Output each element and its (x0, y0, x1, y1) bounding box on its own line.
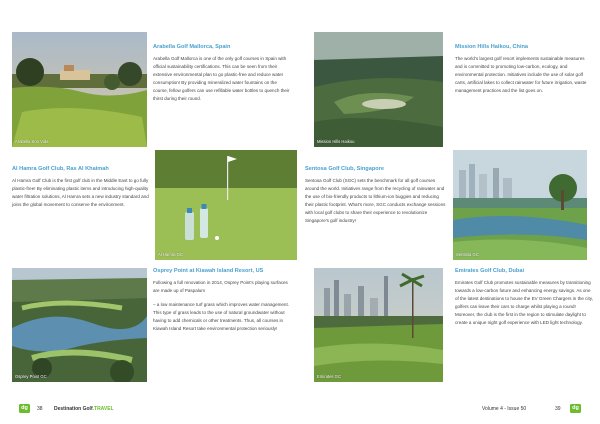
magazine-title: Destination Golf (54, 406, 93, 412)
photo-caption: Sentosa GC (456, 252, 479, 257)
article-body: Following a full renovation in 2014, Osprey Point's playing surfaces are made up of Paspalum (153, 280, 288, 293)
issue-label: Volume 4 - Issue 50 (482, 406, 527, 412)
article-title: Sentosa Golf Club, Singapore (305, 166, 384, 172)
photo-al-hamra (155, 150, 297, 260)
page-number-right: 39 (555, 406, 561, 412)
article-body: The world's largest golf resort implements sustainable measures and is committed to promoting low-carbon, ecology, and environmental protection. Initiatives include the use of solar golf carts, artificial lakes to collect rainwater for future irrigation, waste management practices and the list goes on. (455, 56, 587, 93)
article-title: Arabella Golf Mallorca, Spain (153, 44, 231, 50)
dg-logo: dg (19, 404, 30, 413)
article-title: Mission Hills Haikou, China (455, 44, 529, 50)
article-body: – a low maintenance turf grass which improves water management. This type of grass leads to the use of natural groundwater without having to add chemicals or other treatments. Thus, all courses in Kiawah Island Resort take environmental protection seriously! (153, 302, 289, 331)
photo-caption: Arabella Son Vida (15, 139, 49, 144)
photo-arabella (12, 32, 147, 147)
photo-caption: Osprey Point GC (15, 374, 47, 379)
photo-caption: Emirates GC (317, 374, 341, 379)
photo-emirates (314, 268, 443, 382)
article-body: Emirates Golf Club promotes sustainable measures by transitioning towards a low-carbon future and enhancing energy savings. As one of the latest destinations to house the EV Green Chargers in the city, golfers can leave their cars to charge whilst playing a round! Moreover, the club is the first in the region to stimulate daylight to create a unique night golf experience with LED light technology. (455, 280, 593, 325)
photo-osprey-point (12, 268, 147, 382)
photo-mission-hills (314, 32, 443, 147)
photo-sentosa (453, 150, 587, 260)
dg-logo: dg (570, 404, 581, 413)
article-title: Osprey Point at Kiawah Island Resort, US (153, 268, 264, 274)
article-body: Arabella Golf Mallorca is one of the only golf courses in Spain with official sustainability certifications. This can be seen from their extensive environmental plan to go plastic-free and reduce water consumption! By providing mineralized water fountains on the course, fellow golfers can use refillable water bottles to quench their thirst during their round. (153, 56, 290, 101)
magazine-suffix: .TRAVEL (92, 406, 114, 412)
article-title: Emirates Golf Club, Dubai (455, 268, 524, 274)
photo-caption: Mission Hills Haikou (317, 139, 355, 144)
article-title: Al Hamra Golf Club, Ras Al Khaimah (12, 166, 109, 172)
article-body: Sentosa Golf Club (SGC) sets the benchmark for all golf courses around the world. Initiatives range from the recycling of rainwater and the use of bio-friendly products to lithium-ion buggies and reducing their plastic footprint. What's more, SGC conducts exchange sessions with local golf clubs to share their experience to revolutionize Singapore's golf industry! (305, 178, 446, 223)
article-body: Al Hamra Golf Club is the first golf club in the Middle East to go fully plastic-free! By eliminating plastic items and introducing high-quality water filtration solutions, Al Hamra sets a new industry standard and joins the global movement to conserve the environment. (12, 178, 149, 207)
photo-caption: Al Hamra GC (158, 252, 183, 257)
page-number-left: 38 (37, 406, 43, 412)
magazine-name (54, 406, 114, 412)
